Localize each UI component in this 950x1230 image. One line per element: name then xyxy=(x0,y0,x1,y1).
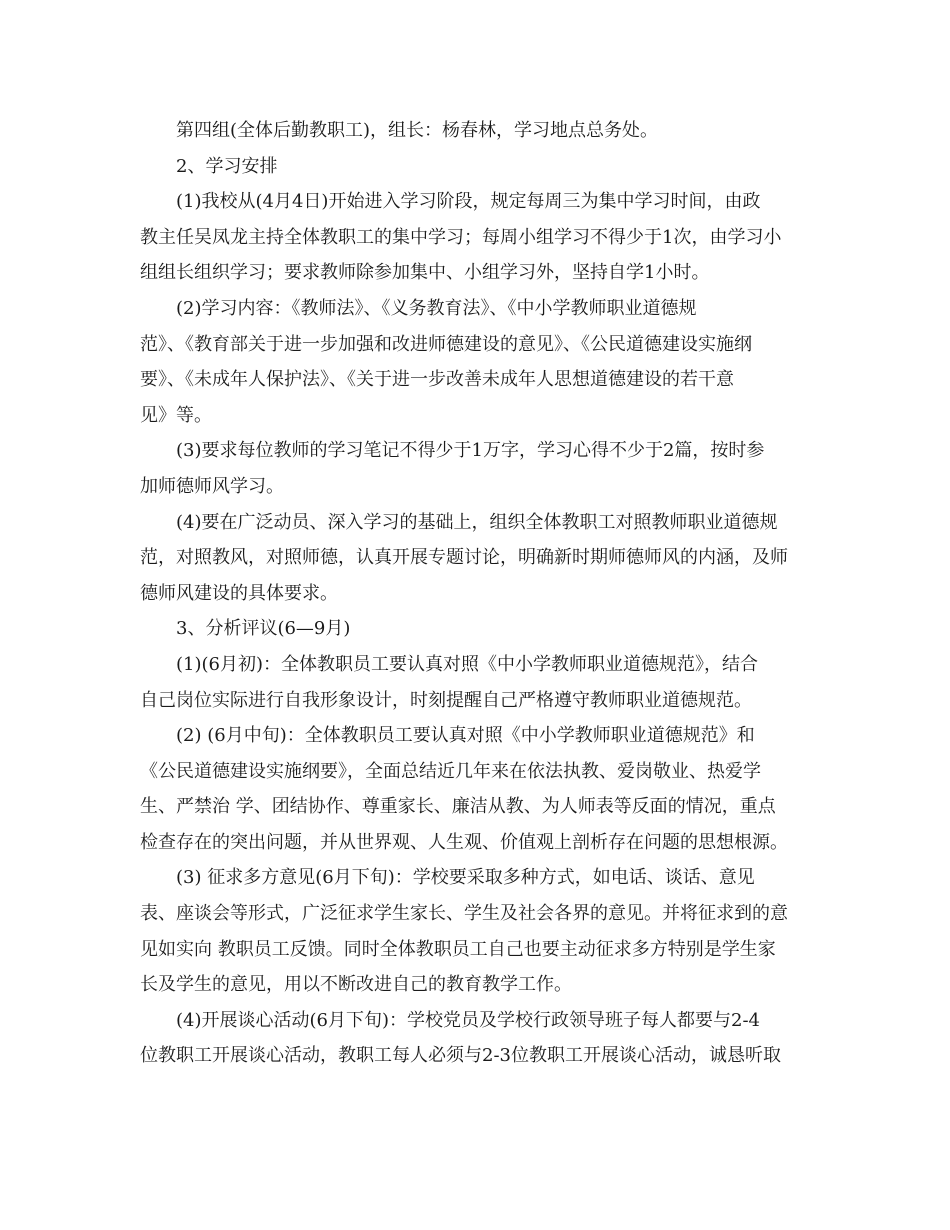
heading-analysis-review xyxy=(140,611,812,647)
text-line: 见如实向 教职员工反馈。同时全体教职员工自己也要主动征求多方特别是学生家 xyxy=(140,938,776,960)
text-line: 范，对照教风，对照师德，认真开展专题讨论，明确新时期师德师风的内涵，及师 xyxy=(140,547,788,569)
text-line: (2) (6月中旬)：全体教职员工要认真对照《中小学教师职业道德规范》和 xyxy=(176,725,755,747)
paragraph-review-2 xyxy=(140,718,812,860)
text-line: (3)要求每位教师的学习笔记不得少于1万字，学习心得不少于2篇，按时参 xyxy=(176,440,765,462)
text-line: 见》等。 xyxy=(140,404,212,426)
text-line: (2)学习内容：《教师法》、《义务教育法》、《中小学教师职业道德规 xyxy=(176,297,697,319)
paragraph-item-3 xyxy=(140,433,812,504)
text-line: 3、分析评议(6—9月) xyxy=(176,618,351,640)
text-line: 教主任吴凤龙主持全体教职工的集中学习；每周小组学习不得少于1次，由学习小 xyxy=(140,226,782,248)
paragraph-item-4 xyxy=(140,505,812,612)
document-body xyxy=(140,113,812,1074)
paragraph-item-2 xyxy=(140,291,812,433)
text-line: 范》、《教育部关于进一步加强和改进师德建设的意见》、《公民道德建设实施纲 xyxy=(140,333,752,355)
text-line: 加师德师风学习。 xyxy=(140,475,284,497)
paragraph-review-3 xyxy=(140,860,812,1002)
text-line: 《公民道德建设实施纲要》，全面总结近几年来在依法执教、爱岗敬业、热爱学 xyxy=(140,760,761,782)
text-line: 检查存在的突出问题，并从世界观、人生观、价值观上剖析存在问题的思想根源。 xyxy=(140,831,788,853)
text-line: (1)我校从(4月4日)开始进入学习阶段，规定每周三为集中学习时间，由政 xyxy=(176,191,761,213)
text-line: (1)(6月初)：全体教职员工要认真对照《中小学教师职业道德规范》，结合 xyxy=(176,653,758,675)
text-line: 位教职工开展谈心活动，教职工每人必须与2-3位教职工开展谈心活动，诚恳听取 xyxy=(140,1045,781,1067)
text-line: 第四组(全体后勤教职工)，组长：杨春林，学习地点总务处。 xyxy=(176,120,659,141)
text-line: 德师风建设的具体要求。 xyxy=(140,582,338,604)
paragraph-item-1 xyxy=(140,184,812,291)
text-line: 表、座谈会等形式，广泛征求学生家长、学生及社会各界的意见。并将征求到的意 xyxy=(140,903,788,925)
text-line: (4)要在广泛动员、深入学习的基础上，组织全体教职工对照教师职业道德规 xyxy=(176,511,778,533)
paragraph-group-four xyxy=(140,113,812,149)
text-line: (4)开展谈心活动(6月下旬)：学校党员及学校行政领导班子每人都要与2-4 xyxy=(176,1009,760,1031)
text-line: 自己岗位实际进行自我形象设计，时刻提醒自己严格遵守教师职业道德规范。 xyxy=(140,689,752,711)
text-line: 生、严禁治 学、团结协作、尊重家长、廉洁从教、为人师表等反面的情况，重点 xyxy=(140,796,776,818)
paragraph-review-1 xyxy=(140,647,812,718)
text-line: 要》、《未成年人保护法》、《关于进一步改善未成年人思想道德建设的若干意 xyxy=(140,369,734,391)
text-line: 2、学习安排 xyxy=(176,155,278,177)
text-line: (3) 征求多方意见(6月下旬)：学校要采取多种方式，如电话、谈话、意见 xyxy=(176,867,755,889)
text-line: 组组长组织学习；要求教师除参加集中、小组学习外，坚持自学1小时。 xyxy=(140,262,710,284)
heading-study-arrangement xyxy=(140,149,812,185)
text-line: 长及学生的意见，用以不断改进自己的教育教学工作。 xyxy=(140,974,572,996)
paragraph-review-4 xyxy=(140,1003,812,1074)
